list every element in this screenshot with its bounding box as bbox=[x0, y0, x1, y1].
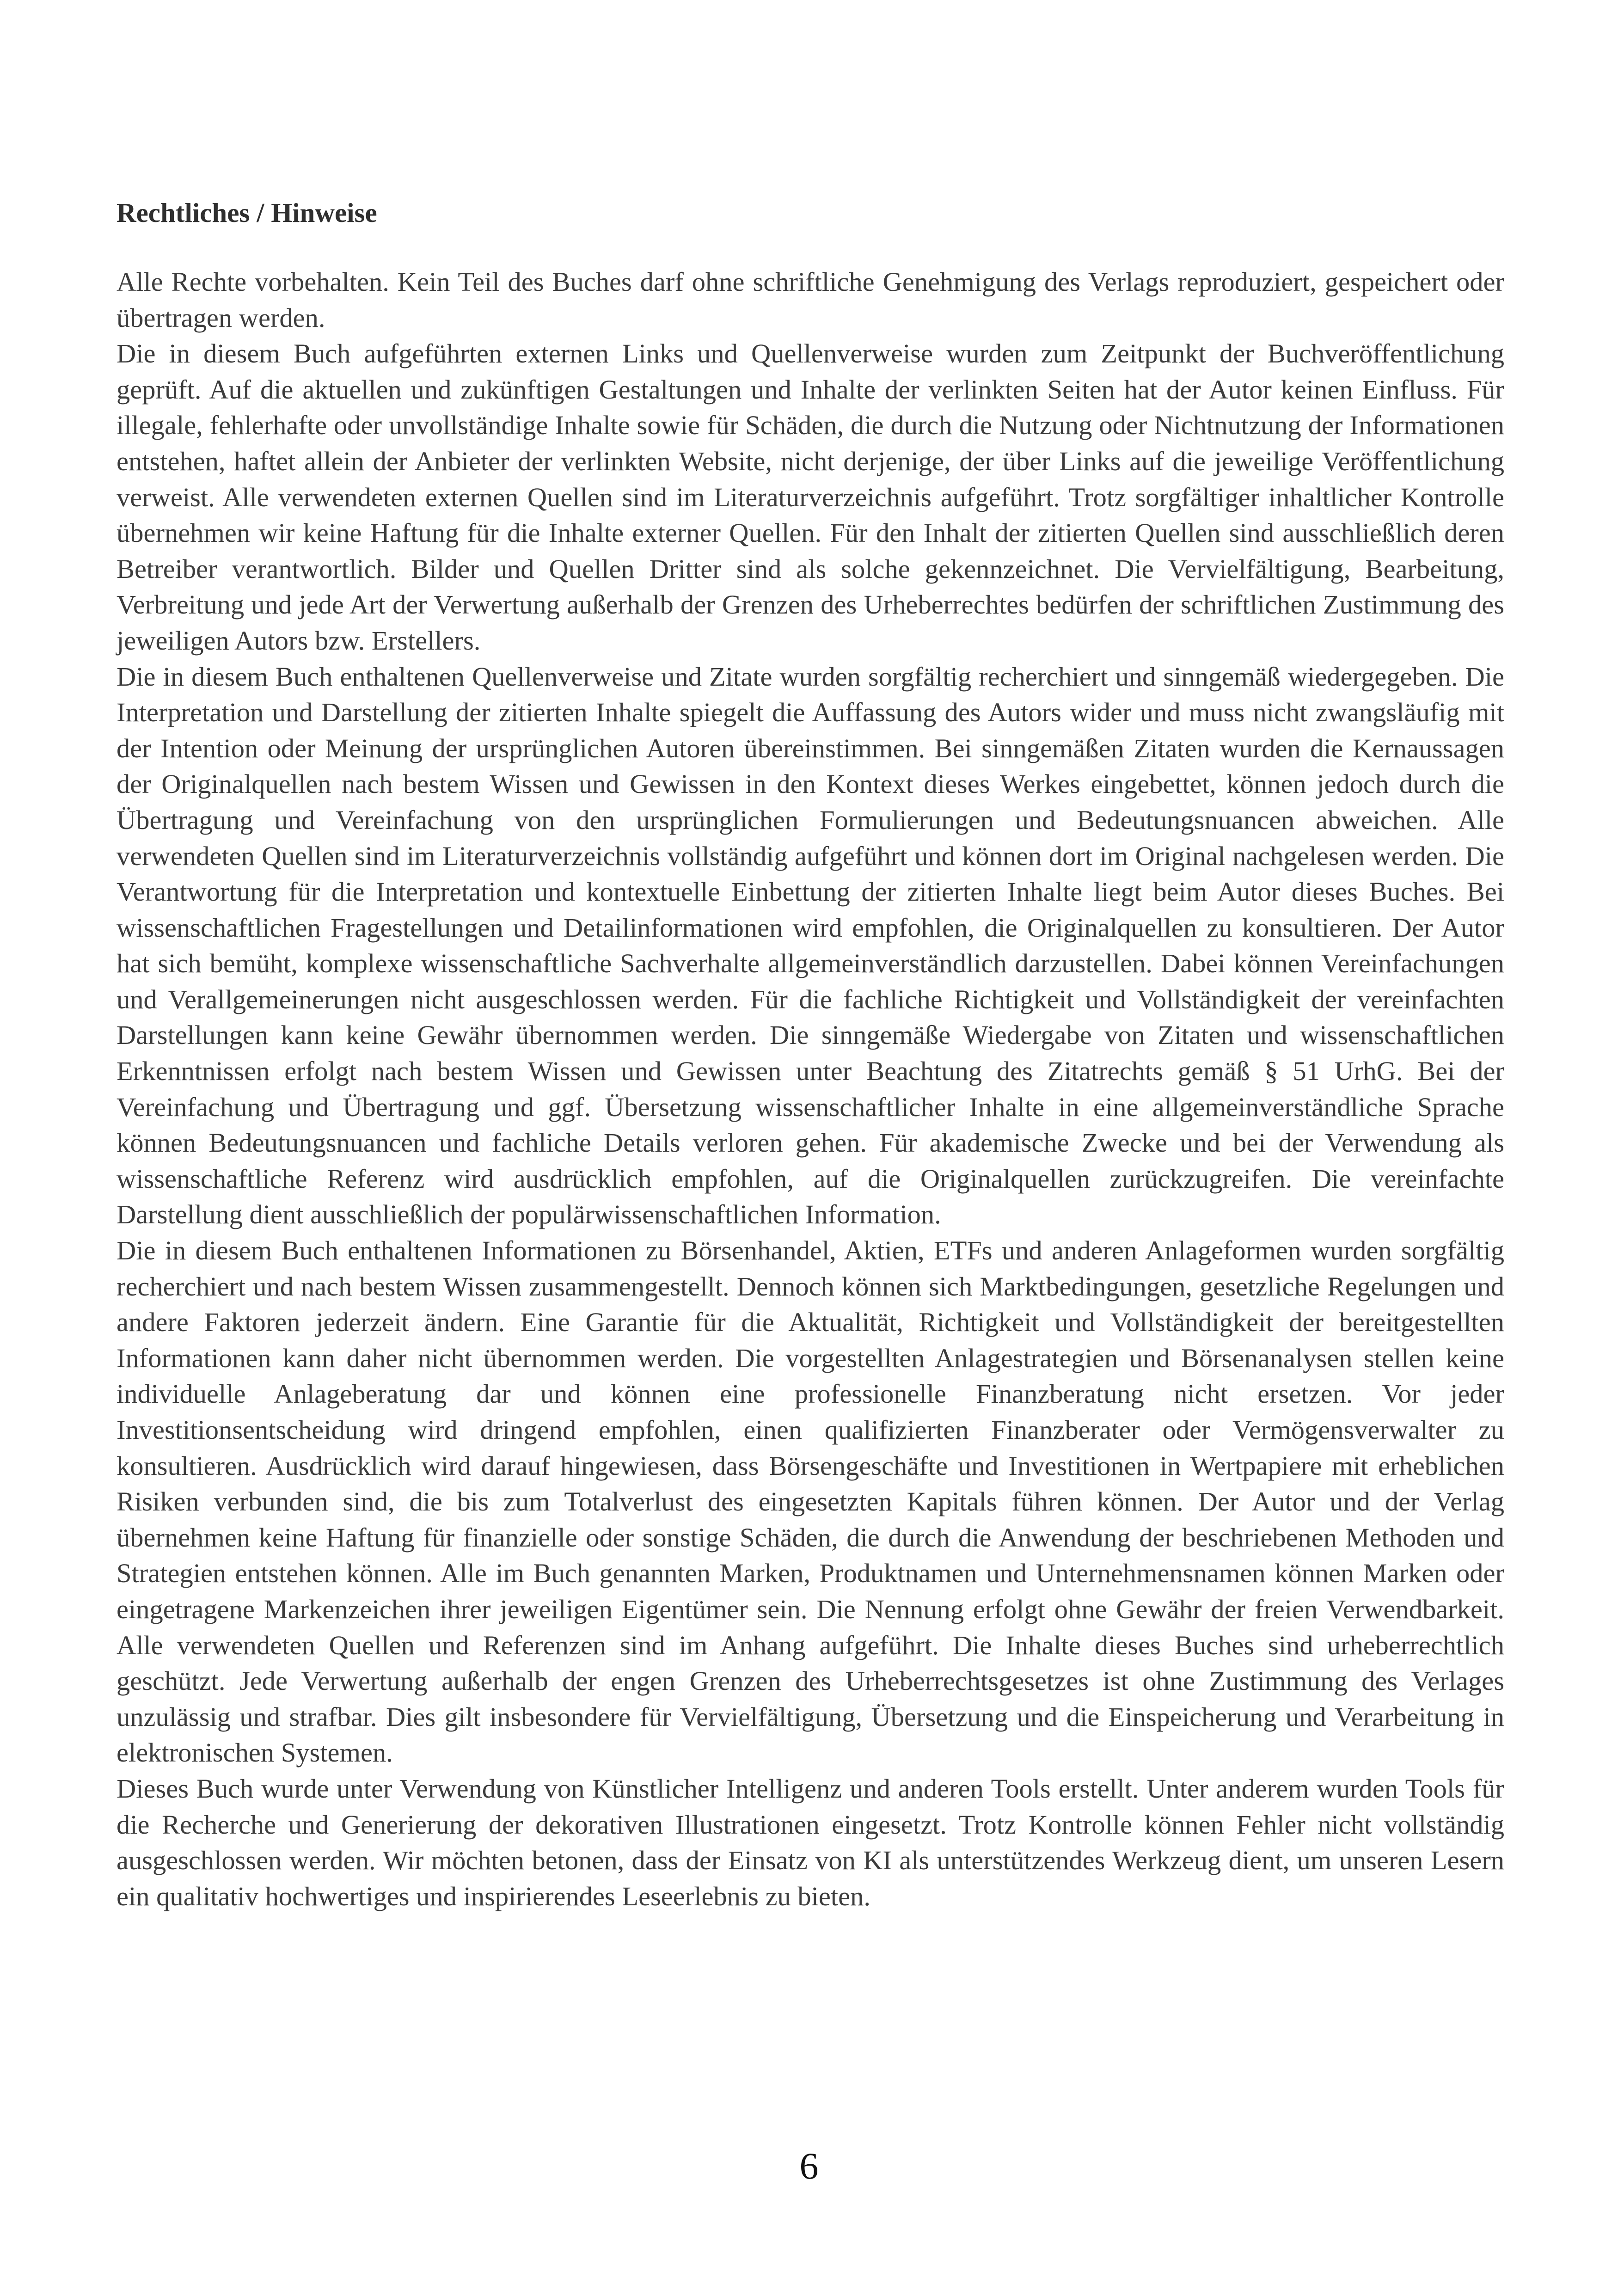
paragraph-copyright: Alle Rechte vorbehalten. Kein Teil des Buches darf ohne schriftliche Genehmigung des Verlags reproduziert, gespeichert oder übertragen werden. bbox=[116, 267, 1504, 333]
paragraph-financial-disclaimer: Die in diesem Buch enthaltenen Informationen zu Börsenhandel, Aktien, ETFs und anderen Anlageformen wurden sorgfältig recherchiert und nach bestem Wissen zusammengestellt. Dennoch können sich Marktbedingungen, gesetzliche Regelungen und andere Faktoren jederzeit ändern. Eine Garantie für die Aktualität, Richtigkeit und Vollständigkeit der bereitgestellten Informationen kann daher nicht übernommen werden. Die vorgestellten Anlagestrategien und Börsenanalysen stellen keine individuelle Anlageberatung dar und können eine professionelle Finanzberatung nicht ersetzen. Vor jeder Investitionsentscheidung wird dringend empfohlen, einen qualifizierten Finanzberater oder Vermögensverwalter zu konsultieren. Ausdrücklich wird darauf hingewiesen, dass Börsengeschäfte und Investitionen in Wertpapiere mit erheblichen Risiken verbunden sind, die bis zum Totalverlust des eingesetzten Kapitals führen können. Der Autor und der Verlag übernehmen keine Haftung für finanzielle oder sonstige Schäden, die durch die Anwendung der beschriebenen Methoden und Strategien entstehen können. Alle im Buch genannten Marken, Produktnamen und Unternehmensnamen können Marken oder eingetragene Markenzeichen ihrer jeweiligen Eigentümer sein. Die Nennung erfolgt ohne Gewähr der freien Verwendbarkeit. Alle verwendeten Quellen und Referenzen sind im Anhang aufgeführt. Die Inhalte dieses Buches sind urheberrechtlich geschützt. Jede Verwertung außerhalb der engen Grenzen des Urheberrechtsgesetzes ist ohne Zustimmung des Verlages unzulässig und strafbar. Dies gilt insbesondere für Vervielfältigung, Übersetzung und die Einspeicherung und Verarbeitung in elektronischen Systemen. bbox=[116, 1235, 1504, 1768]
section-heading: Rechtliches / Hinweise bbox=[116, 197, 377, 228]
paragraph-citations: Die in diesem Buch enthaltenen Quellenverweise und Zitate wurden sorgfältig recherchiert und sinngemäß wiedergegeben. Die Interpretation und Darstellung der zitierten Inhalte spiegelt die Auffassung des Autors wider und muss nicht zwangsläufig mit der Intention oder Meinung der ursprünglichen Autoren übereinstimmen. Bei sinngemäßen Zitaten wurden die Kernaussagen der Originalquellen nach bestem Wissen und Gewissen in den Kontext dieses Werkes eingebettet, können jedoch durch die Übertragung und Vereinfachung von den ursprünglichen Formulierungen und Bedeutungsnuancen abweichen. Alle verwendeten Quellen sind im Literaturverzeichnis vollständig aufgeführt und können dort im Original nachgelesen werden. Die Verantwortung für die Interpretation und kontextuelle Einbettung der zitierten Inhalte liegt beim Autor dieses Buches. Bei wissenschaftlichen Fragestellungen und Detailinformationen wird empfohlen, die Originalquellen zu konsultieren. Der Autor hat sich bemüht, komplexe wissenschaftliche Sachverhalte allgemeinverständlich darzustellen. Dabei können Vereinfachungen und Verallgemeinerungen nicht ausgeschlossen werden. Für die fachliche Richtigkeit und Vollständigkeit der vereinfachten Darstellungen kann keine Gewähr übernommen werden. Die sinngemäße Wiedergabe von Zitaten und wissenschaftlichen Erkenntnissen erfolgt nach bestem Wissen und Gewissen unter Beachtung des Zitatrechts gemäß § 51 UrhG. Bei der Vereinfachung und Übertragung und ggf. Übersetzung wissenschaftlicher Inhalte in eine allgemeinverständliche Sprache können Bedeutungsnuancen und fachliche Details verloren gehen. Für akademische Zwecke und bei der Verwendung als wissenschaftliche Referenz wird ausdrücklich empfohlen, auf die Originalquellen zurückzugreifen. Die vereinfachte Darstellung dient ausschließlich der populärwissenschaftlichen Information. bbox=[116, 661, 1504, 1230]
legal-notice-section bbox=[116, 196, 1504, 1914]
page-number: 6 bbox=[799, 2145, 819, 2187]
paragraph-external-links: Die in diesem Buch aufgeführten externen Links und Quellenverweise wurden zum Zeitpunkt der Buchveröffentlichung geprüft. Auf die aktuellen und zukünftigen Gestaltungen und Inhalte der verlinkten Seiten hat der Autor keinen Einfluss. Für illegale, fehlerhafte oder unvollständige Inhalte sowie für Schäden, die durch die Nutzung oder Nichtnutzung der Informationen entstehen, haftet allein der Anbieter der verlinkten Website, nicht derjenige, der über Links auf die jeweilige Veröffentlichung verweist. Alle verwendeten externen Quellen sind im Literaturverzeichnis aufgeführt. Trotz sorgfältiger inhaltlicher Kontrolle übernehmen wir keine Haftung für die Inhalte externer Quellen. Für den Inhalt der zitierten Quellen sind ausschließlich deren Betreiber verantwortlich. Bilder und Quellen Dritter sind als solche gekennzeichnet. Die Vervielfältigung, Bearbeitung, Verbreitung und jede Art der Verwertung außerhalb der Grenzen des Urheberrechtes bedürfen der schriftlichen Zustimmung des jeweiligen Autors bzw. Erstellers. bbox=[116, 338, 1504, 656]
paragraph-ai-usage: Dieses Buch wurde unter Verwendung von Künstlicher Intelligenz und anderen Tools erstellt. Unter anderem wurden Tools für die Recherche und Generierung der dekorativen Illustrationen eingesetzt. Trotz Kontrolle können Fehler nicht vollständig ausgeschlossen werden. Wir möchten betonen, dass der Einsatz von KI als unterstützendes Werkzeug dient, um unseren Lesern ein qualitativ hochwertiges und inspirierendes Leseerlebnis zu bieten. bbox=[116, 1773, 1504, 1911]
